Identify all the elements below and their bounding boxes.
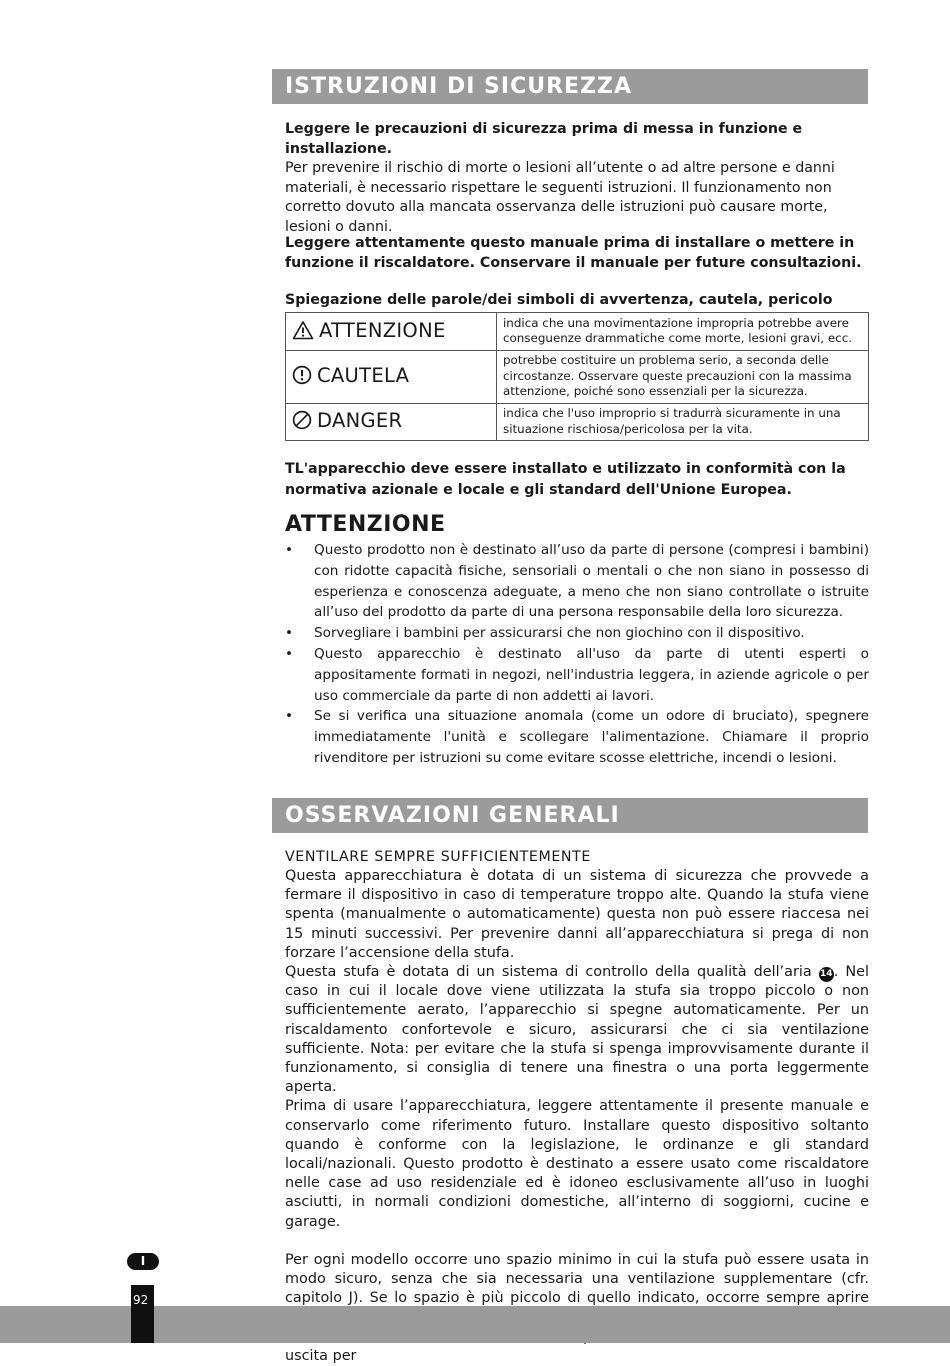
prohibition-icon	[292, 410, 312, 435]
general-paragraph-2	[285, 963, 869, 1097]
symbol-row-danger	[286, 404, 869, 441]
general-paragraph-4: Per ogni modello occorre uno spazio minimo in cui la stufa può essere usata in modo sicuro, senza che sia necessaria una ventilazione supplementare (cfr. capitolo J). Se lo spazio è più piccolo di quello indicato, occorre sempre aprire uscita per	[285, 1251, 869, 1364]
list-item	[285, 623, 869, 644]
general-subtitle: VENTILARE SEMPRE SUFFICIENTEMENTE	[285, 849, 591, 865]
manual-notice	[285, 234, 869, 273]
bullet: •	[285, 708, 294, 725]
safety-intro-text: Per prevenire il rischio di morte o lesioni all’utente o ad altre persone e danni materiali, è necessario rispettare le seguenti istruzioni. Il funzionamento non corretto dovuto alla mancata osservanza delle istruzioni può causare morte, lesioni o danni.	[285, 160, 835, 235]
attention-list	[285, 540, 869, 769]
symbol-label-cell	[286, 351, 497, 404]
symbols-title	[285, 291, 869, 311]
list-item	[285, 706, 869, 768]
warning-triangle-icon	[292, 320, 314, 345]
list-item	[285, 540, 869, 623]
safety-intro-bold: Leggere le precauzioni di sicurezza prima di messa in funzione e installazione.	[285, 121, 803, 157]
symbol-label-cell	[286, 313, 497, 351]
attention-heading: ATTENZIONE	[285, 512, 446, 537]
general-body	[285, 848, 869, 1366]
symbol-description: indica che una movimentazione impropria potrebbe avere conseguenze drammatiche come morte, lesioni gravi, ecc.	[497, 313, 869, 351]
list-item-text: Questo prodotto non è destinato all’uso da parte di persone (compresi i bambini) con ridotte capacità fisiche, sensoriali o mentali o che non siano in possesso di esperienza e conoscenza adeguate, a meno che non siano controllate o istruite all’uso del prodotto da parte di una persona responsabile della loro sicurezza.	[314, 542, 869, 621]
symbol-label: DANGER	[317, 409, 403, 432]
general-paragraph-3: Prima di usare l’apparecchiatura, leggere attentamente il presente manuale e conservarlo come riferimento futuro. Installare questo dispositivo soltanto quando è conforme con la legislazione, le ordinanze e gli standard locali/nazionali. Questo prodotto è destinato a essere usato come riscaldatore nelle case ad uso residenziale ed è idoneo esclusivamente all’uso in luoghi asciutti, in normali condizioni domestiche, all’interno di soggiorni, cucine e garage.	[285, 1098, 869, 1230]
reference-number-badge: 14	[819, 967, 834, 982]
symbol-row-cautela	[286, 351, 869, 404]
symbol-row-attenzione	[286, 313, 869, 351]
manual-notice-text: Leggere attentamente questo manuale prima di installare o mettere in funzione il riscaldatore. Conservare il manuale per future consultazioni.	[285, 235, 862, 271]
page-number: 92	[133, 1293, 149, 1307]
general-paragraph-1: Questa apparecchiatura è dotata di un sistema di sicurezza che provvede a fermare il dispositivo in caso di temperature troppo alte. Quando la stufa viene spenta (manualmente o automaticamente) questa non può essere riaccesa nei 15 minuti successivi. Per prevenire danni all’apparecchiatura si prega di non forzare l’accensione della stufa.	[285, 868, 869, 961]
bullet: •	[285, 625, 294, 642]
symbol-description: indica che l'uso improprio si tradurrà sicuramente in una situazione rischiosa/pericolosa per la vita.	[497, 404, 869, 441]
symbol-label: CAUTELA	[317, 364, 410, 387]
warning-symbols-table	[285, 312, 869, 441]
language-badge: I	[127, 1253, 159, 1270]
compliance-note	[285, 459, 869, 501]
list-item	[285, 644, 869, 706]
list-item-text: Sorvegliare i bambini per assicurarsi che non giochino con il dispositivo.	[314, 625, 805, 642]
symbols-title-text: Spiegazione delle parole/dei simboli di avvertenza, cautela, pericolo	[285, 292, 833, 308]
symbol-label: ATTENZIONE	[319, 318, 446, 342]
list-item-text: Se si verifica una situazione anomala (come un odore di bruciato), spegnere immediatamente l'unità e scollegare l'alimentazione. Chiamare il proprio rivenditore per istruzioni su come evitare scosse elettriche, incendi o lesioni.	[314, 708, 869, 766]
list-item-text: Questo apparecchio è destinato all'uso da parte di utenti esperti o appositamente formati in negozi, nell'industria leggera, in aziende agricole o per uso commerciale da parte di non addetti ai lavori.	[314, 645, 869, 704]
bullet: •	[285, 542, 294, 558]
symbol-label-cell	[286, 404, 497, 441]
general-paragraph-2-start: Questa stufa è dotata di un sistema di controllo della qualità dell’aria	[285, 964, 819, 981]
exclamation-circle-icon	[292, 365, 312, 390]
compliance-text: TL'apparecchio deve essere installato e utilizzato in conformità con la normativa azionale e locale e gli standard dell'Unione Europea.	[285, 461, 846, 498]
section-header-safety: ISTRUZIONI DI SICUREZZA	[272, 69, 868, 104]
section-header-general: OSSERVAZIONI GENERALI	[272, 798, 868, 833]
symbol-description: potrebbe costituire un problema serio, a seconda delle circostanze. Osservare queste precauzioni con la massima attenzione, poiché sono essenziali per la sicurezza.	[497, 351, 869, 404]
bullet: •	[285, 645, 294, 662]
general-paragraph-2-end: . Nel caso in cui il locale dove viene utilizzata la stufa sia troppo piccolo o non sufficientemente aerato, l’apparecchio si spegne automaticamente. Per un riscaldamento confortevole e sicuro, assicurarsi che ci sia ventilazione sufficiente. Nota: per evitare che la stufa si spenga improvvisamente durante il funzionamento, si consiglia di tenere una finestra o una porta leggermente aperta.	[285, 964, 869, 1096]
safety-intro	[285, 120, 869, 238]
